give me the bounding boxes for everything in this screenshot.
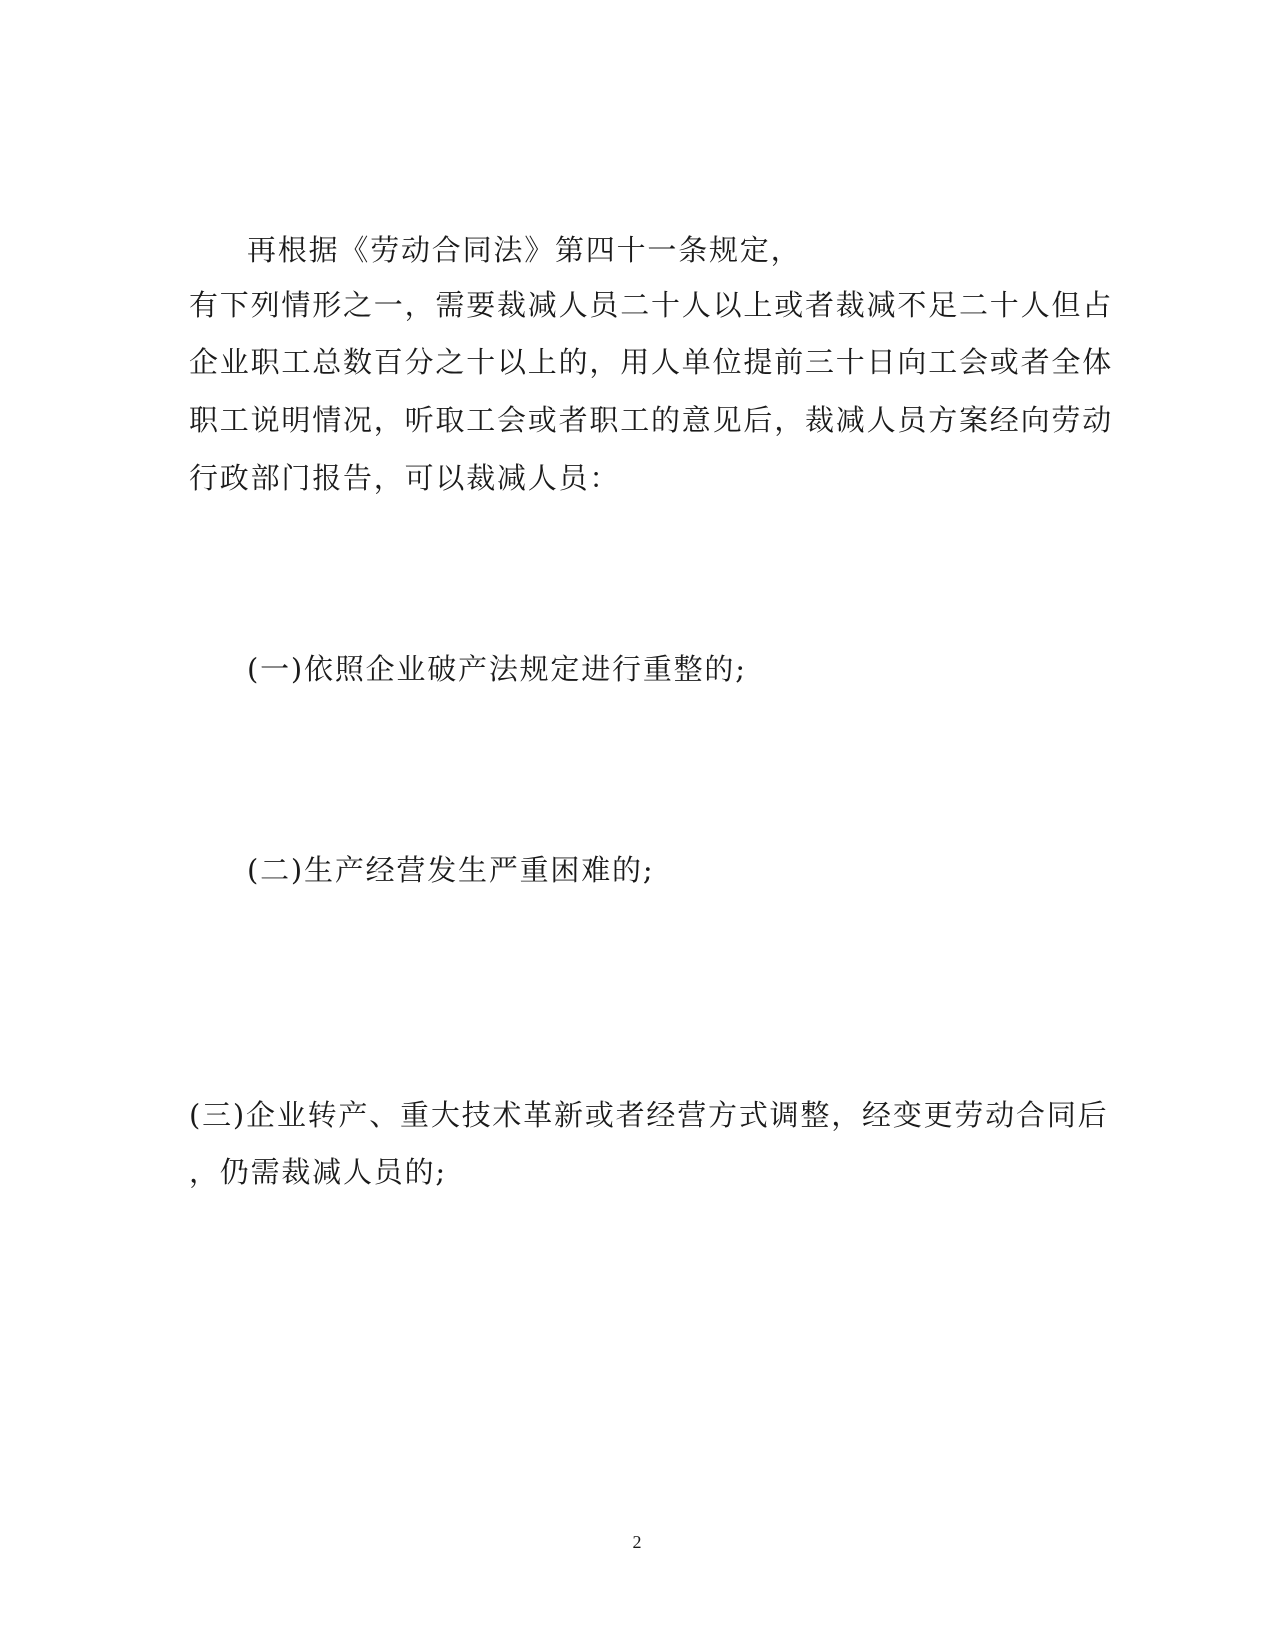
paragraph-line: 职工说明情况，听取工会或者职工的意见后，裁减人员方案经向劳动 — [189, 403, 1114, 437]
list-item-1: (一)依照企业破产法规定进行重整的; — [247, 652, 747, 686]
paragraph-line: 再根据《劳动合同法》第四十一条规定， — [247, 233, 802, 267]
paragraph-line: 企业职工总数百分之十以上的，用人单位提前三十日向工会或者全体 — [189, 345, 1114, 379]
page-number: 2 — [632, 1532, 642, 1552]
list-item-3-line-1: (三)企业转产、重大技术革新或者经营方式调整，经变更劳动合同后 — [189, 1098, 1109, 1132]
list-item-2: (二)生产经营发生严重困难的; — [247, 853, 655, 887]
paragraph-line: 行政部门报告，可以裁减人员： — [189, 461, 621, 495]
paragraph-line: 有下列情形之一，需要裁减人员二十人以上或者裁减不足二十人但占 — [189, 288, 1114, 322]
list-item-3-line-2: ，仍需裁减人员的; — [189, 1155, 447, 1189]
